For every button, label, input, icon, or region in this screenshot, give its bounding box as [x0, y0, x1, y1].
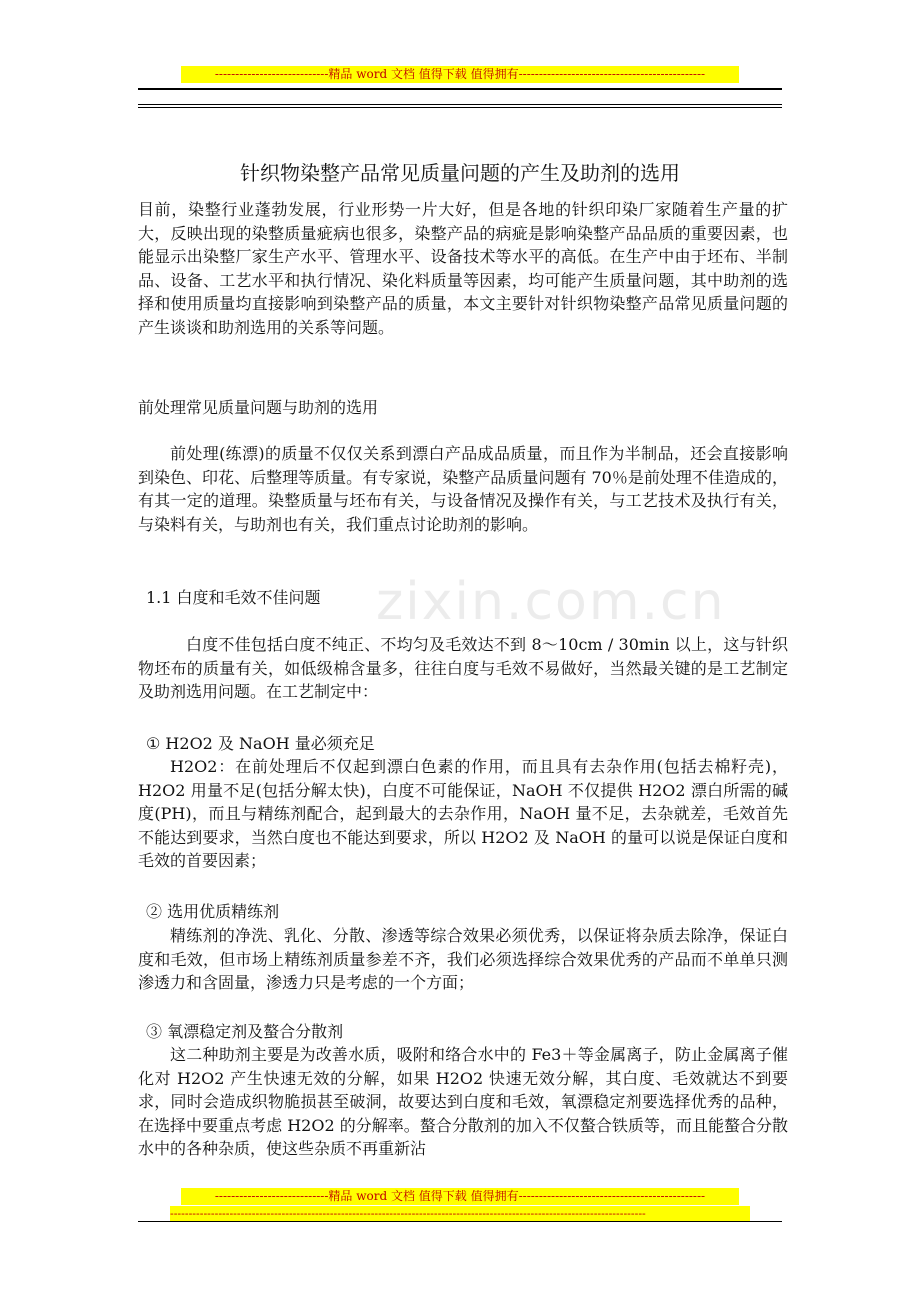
document-title: 针织物染整产品常见质量问题的产生及助剂的选用 — [240, 161, 680, 185]
item3-paragraph: 这二种助剂主要是为改善水质，吸附和络合水中的 Fe3＋等金属离子，防止金属离子催化对 H2O2 产生快速无效的分解，如果 H2O2 快速无效分解，其白度、毛效就达不到要求，同时会造成织物脆损甚至破洞，故要达到白度和毛效，氧漂稳定剂要选择优秀的品种，在选择中要重点考虑 H2O2 的分解率。螯合分散剂的加入不仅螯合铁质等，而且能螯合分散水中的各种杂质，使这些杂质不再重新沾 — [138, 1045, 788, 1158]
watermark: zixin.com.cn — [376, 572, 726, 632]
header-rule-thick — [138, 88, 782, 90]
section-heading: 前处理常见质量问题与助剂的选用 — [138, 398, 379, 417]
footer-rule — [138, 1221, 782, 1222]
header-rule-thin-top — [138, 104, 782, 105]
subsection-heading: 1.1 白度和毛效不佳问题 — [146, 588, 321, 607]
item2-paragraph: 精练剂的净洗、乳化、分散、渗透等综合效果必须优秀，以保证将杂质去除净，保证白度和毛效，但市场上精练剂质量参差不齐，我们必须选择综合效果优秀的产品而不单单只测渗透力和含固量，渗透力只是考虑的一个方面； — [138, 926, 788, 992]
header-banner: ----------------------------精品 word 文档 值得下载 值得拥有---------------------------------------------- — [181, 66, 739, 83]
item2-heading: ② 选用优质精练剂 — [146, 902, 280, 921]
section-paragraph: 前处理(练漂)的质量不仅仅关系到漂白产品成品质量，而且作为半制品，还会直接影响到染色、印花、后整理等质量。有专家说，染整产品质量问题有 70％是前处理不佳造成的，有其一定的道理。染整质量与坯布有关，与设备情况及操作有关，与工艺技术及执行有关，与染料有关，与助剂也有关，我们重点讨论助剂的影响。 — [138, 444, 788, 534]
footer-dashes: -------------------------------------------------------------------------------------------------------------------------------- — [170, 1206, 750, 1221]
footer-banner: ----------------------------精品 word 文档 值得下载 值得拥有---------------------------------------------- — [181, 1188, 739, 1205]
subsection-paragraph: 白度不佳包括白度不纯正、不均匀及毛效达不到 8～10cm / 30min 以上，这与针织物坯布的质量有关，如低级棉含量多，往往白度与毛效不易做好，当然最关键的是工艺制定及助剂选用问题。在工艺制定中： — [138, 635, 788, 701]
item1-heading: ① H2O2 及 NaOH 量必须充足 — [146, 734, 375, 753]
item3-heading: ③ 氧漂稳定剂及螯合分散剂 — [146, 1022, 344, 1041]
header-rule-thin-bottom — [138, 107, 782, 108]
intro-paragraph: 目前，染整行业蓬勃发展，行业形势一片大好，但是各地的针织印染厂家随着生产量的扩大，反映出现的染整质量疵病也很多，染整产品的病疵是影响染整产品品质的重要因素，也能显示出染整厂家生产水平、管理水平、设备技术等水平的高低。在生产中由于坯布、半制品、设备、工艺水平和执行情况、染化料质量等因素，均可能产生质量问题，其中助剂的选择和使用质量均直接影响到染整产品的质量，本文主要针对针织物染整产品常见质量问题的产生谈谈和助剂选用的关系等问题。 — [138, 200, 788, 337]
item1-paragraph: H2O2：在前处理后不仅起到漂白色素的作用，而且具有去杂作用(包括去棉籽壳)，H2O2 用量不足(包括分解太快)，白度不可能保证，NaOH 不仅提供 H2O2 漂白所需的碱度(PH)，而且与精练剂配合，起到最大的去杂作用，NaOH 量不足，去杂就差，毛效首先不能达到要求，当然白度也不能达到要求，所以 H2O2 及 NaOH 的量可以说是保证白度和毛效的首要因素； — [138, 757, 788, 870]
